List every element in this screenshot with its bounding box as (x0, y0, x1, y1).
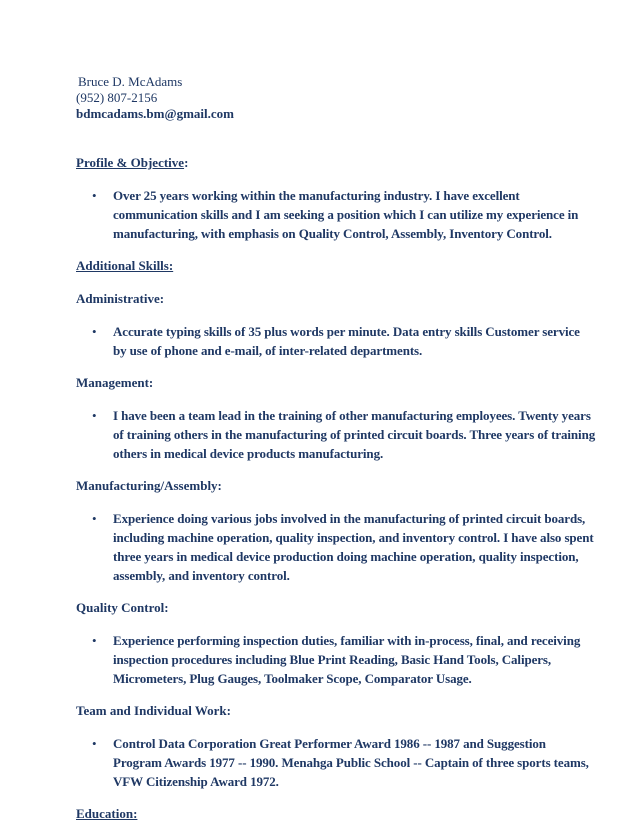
bullet-icon: • (92, 324, 97, 339)
profile-list (76, 186, 596, 243)
section-heading-profile (76, 155, 596, 171)
section-heading-team: Team and Individual Work: (76, 703, 231, 718)
administrative-list (76, 322, 596, 360)
management-list (76, 406, 596, 463)
bullet-icon: • (92, 511, 97, 526)
list-item (76, 631, 596, 688)
list-item (76, 186, 596, 243)
manufacturing-list (76, 509, 596, 585)
section-heading-quality: Quality Control: (76, 600, 169, 615)
team-item-text: Control Data Corporation Great Performer Award 1986 -- 1987 and Suggestion Program Awards 1977 -- 1990. Menahga Public School -- Captain of three sports teams, VFW Citizenship Award 1972. (113, 736, 589, 789)
management-item-text: I have been a team lead in the training of other manufacturing employees. Twenty years of training others in the manufacturing of printed circuit boards. Three years of training others in medical device products manufacturing. (113, 408, 596, 461)
contact-block (76, 74, 596, 122)
quality-list (76, 631, 596, 688)
profile-item-text: Over 25 years working within the manufacturing industry. I have excellent communication skills and I am seeking a position which I can utilize my experience in manufacturing, with emphasis on Quality Control, Assembly, Inventory Control. (113, 188, 579, 241)
contact-phone: (952) 807-2156 (76, 90, 158, 105)
section-heading-additional-skills: Additional Skills: (76, 258, 174, 273)
bullet-icon: • (92, 408, 97, 423)
contact-name: Bruce D. McAdams (78, 74, 183, 89)
profile-heading-text: Profile & Objective (76, 155, 185, 170)
bullet-icon: • (92, 633, 97, 648)
bullet-icon: • (92, 188, 97, 203)
contact-email: bdmcadams.bm@gmail.com (76, 106, 234, 121)
quality-item-text: Experience performing inspection duties, familiar with in-process, final, and receiving inspection procedures including Blue Print Reading, Basic Hand Tools, Calipers, Micrometers, Plug Gauges, Toolmaker Scope, Comparator Usage. (113, 633, 581, 686)
manufacturing-item-text: Experience doing various jobs involved in the manufacturing of printed circuit boards, including machine operation, quality inspection, and inventory control. I have also spent three years in medical device production doing machine operation, quality inspection, assembly, and inventory control. (113, 511, 594, 583)
team-list (76, 734, 596, 791)
list-item (76, 734, 596, 791)
list-item (76, 406, 596, 463)
list-item (76, 322, 596, 360)
section-heading-manufacturing: Manufacturing/Assembly: (76, 478, 222, 493)
profile-heading-colon: : (184, 155, 189, 170)
section-heading-management: Management: (76, 375, 154, 390)
resume-page (76, 74, 596, 822)
administrative-item-text: Accurate typing skills of 35 plus words per minute. Data entry skills Customer service by use of phone and e-mail, of inter-related departments. (113, 324, 580, 358)
section-heading-education: Education: (76, 806, 138, 821)
list-item (76, 509, 596, 585)
bullet-icon: • (92, 736, 97, 751)
section-heading-administrative: Administrative: (76, 291, 165, 306)
